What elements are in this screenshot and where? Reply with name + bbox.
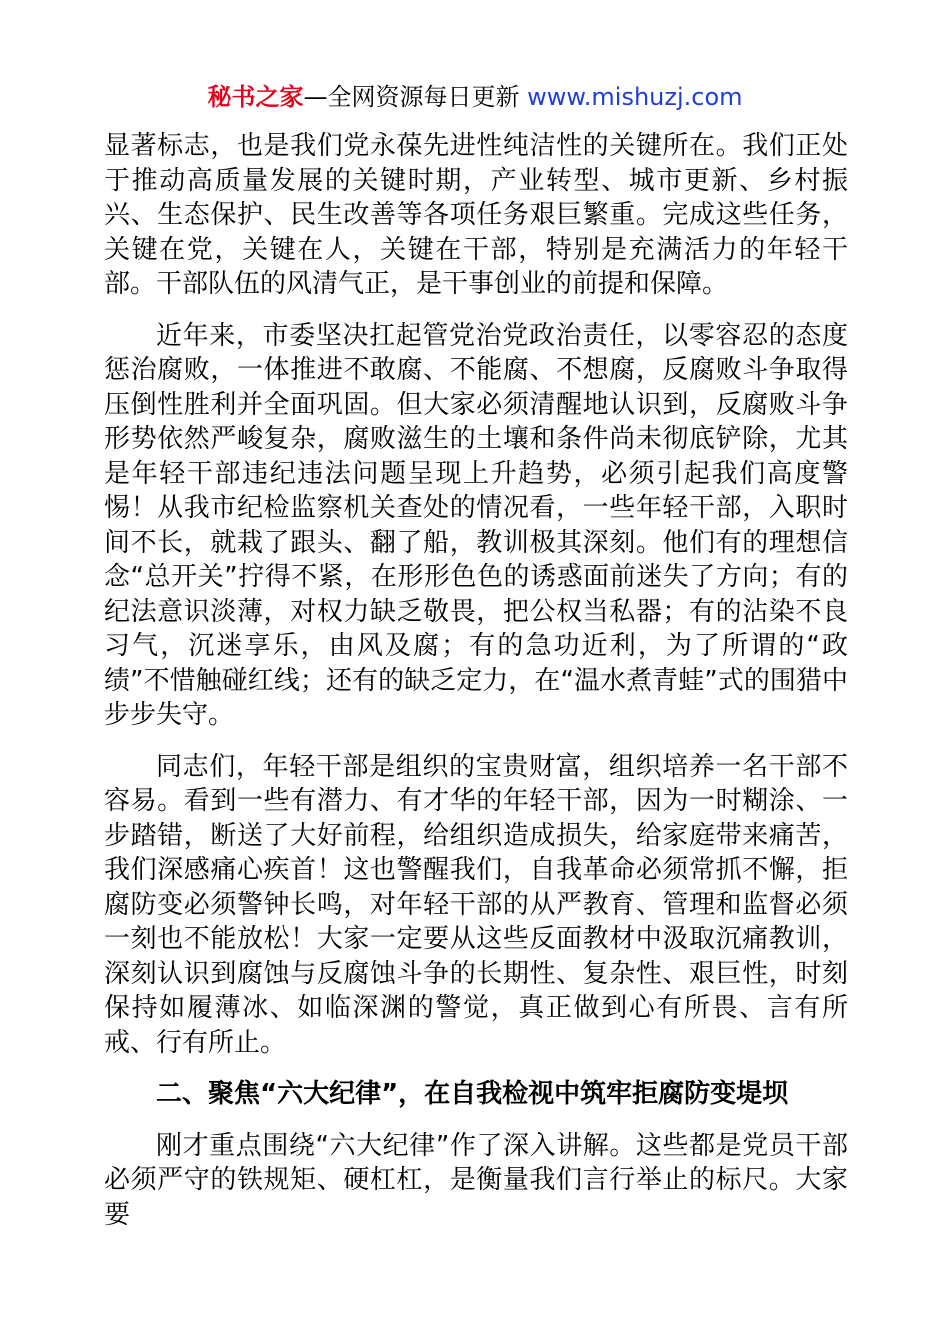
page-header <box>0 80 950 114</box>
paragraph-3: 同志们，年轻干部是组织的宝贵财富，组织培养一名干部不容易。看到一些有潜力、有才华的年轻干部，因为一时糊涂、一步踏错，断送了大好前程，给组织造成损失，给家庭带来痛苦，我们深感痛心疾首！这也警醒我们，自我革命必须常抓不懈，拒腐防变必须警钟长鸣，对年轻干部的从严教育、管理和监督必须一刻也不能放松！大家一定要从这些反面教材中汲取沉痛教训，深刻认识到腐蚀与反腐蚀斗争的长期性、复杂性、艰巨性，时刻保持如履薄冰、如临深渊的警觉，真正做到心有所畏、言有所戒、行有所止。 <box>104 751 848 1058</box>
paragraph-2: 近年来，市委坚决扛起管党治党政治责任，以零容忍的态度惩治腐败，一体推进不敢腐、不能腐、不想腐，反腐败斗争取得压倒性胜利并全面巩固。但大家必须清醒地认识到，反腐败斗争形势依然严峻复杂，腐败滋生的土壤和条件尚未彻底铲除，尤其是年轻干部违纪违法问题呈现上升趋势，必须引起我们高度警惕！从我市纪检监察机关查处的情况看，一些年轻干部，入职时间不长，就栽了跟头、翻了船，教训极其深刻。他们有的理想信念“总开关”拧得不紧，在形形色色的诱惑面前迷失了方向；有的纪法意识淡薄，对权力缺乏敬畏，把公权当私器；有的沾染不良习气，沉迷享乐，由风及腐；有的急功近利，为了所谓的“政绩”不惜触碰红线；还有的缺乏定力，在“温水煮青蛙”式的围猎中步步失守。 <box>104 320 848 730</box>
paragraph-4: 刚才重点围绕“六大纪律”作了深入讲解。这些都是党员干部必须严守的铁规矩、硬杠杠，是衡量我们言行举止的标尺。大家要 <box>104 1130 848 1230</box>
document-body <box>104 129 848 1232</box>
paragraph-1: 显著标志，也是我们党永葆先进性纯洁性的关键所在。我们正处于推动高质量发展的关键时期，产业转型、城市更新、乡村振兴、生态保护、民生改善等各项任务艰巨繁重。完成这些任务，关键在党，关键在人，关键在干部，特别是充满活力的年轻干部。干部队伍的风清气正，是干事创业的前提和保障。 <box>104 131 848 299</box>
site-link[interactable]: www.mishuzj.com <box>527 83 743 111</box>
header-tagline: —全网资源每日更新 <box>303 83 528 111</box>
brand-name: 秘书之家 <box>207 83 304 111</box>
section-heading: 二、聚焦“六大纪律”，在自我检视中筑牢拒腐防变堤坝 <box>156 1079 789 1109</box>
